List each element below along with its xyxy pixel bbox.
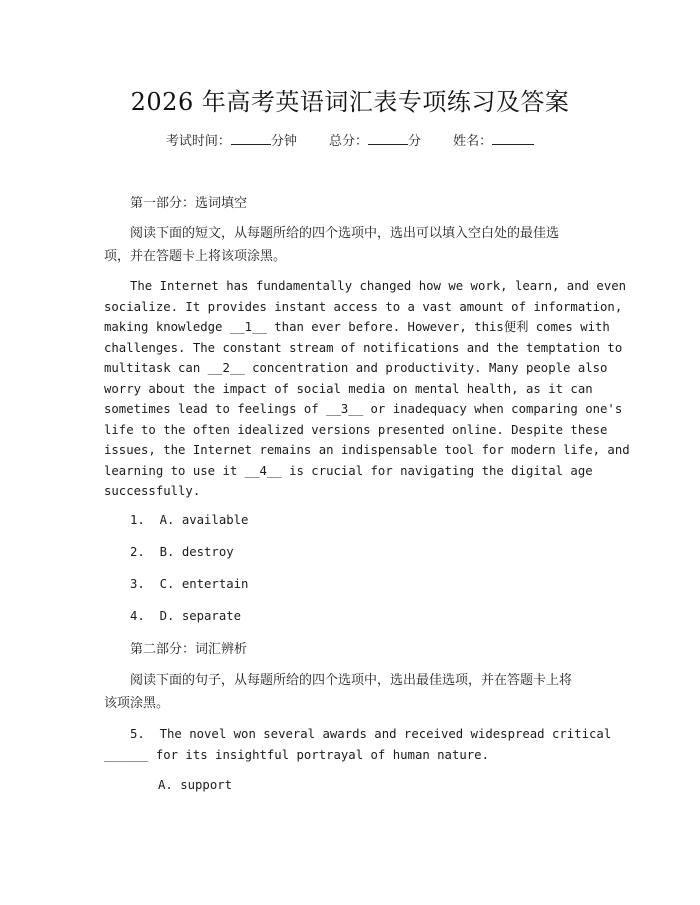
reading-passage — [104, 276, 630, 502]
exam-time-blank — [231, 132, 271, 145]
part1-instructions — [104, 222, 594, 268]
student-name — [453, 134, 534, 149]
option-item: 4. D. separate — [130, 609, 242, 623]
passage-line: life to the often idealized versions presented online. Despite these — [104, 422, 608, 437]
option-item: 2. B. destroy — [130, 545, 234, 559]
passage-line: multitask can __2__ concentration and productivity. Many people also — [104, 361, 608, 375]
part2-instructions-line2: 该项涂黑。 — [104, 696, 170, 711]
part2-heading: 第二部分：词汇辨析 — [130, 642, 248, 657]
passage-line: sometimes lead to feelings of __3__ or inadequacy when comparing one's — [104, 402, 623, 416]
question-5 — [104, 724, 612, 765]
passage-line: worry about the impact of social media on mental health, as it can — [104, 381, 593, 396]
student-name-blank — [492, 132, 534, 145]
exam-time-unit: 分钟 — [270, 134, 297, 149]
part2-instructions — [104, 669, 594, 715]
passage-line: The Internet has fundamentally changed how we work, learn, and even — [130, 279, 627, 293]
question-5-line1: 5. The novel won several awards and received widespread critical — [130, 727, 612, 741]
passage-line: successfully. — [104, 484, 201, 498]
passage-line: challenges. The constant stream of notifications and the temptation to — [104, 340, 623, 355]
option-item: 3. C. entertain — [130, 577, 249, 591]
exam-time — [166, 134, 301, 149]
part1-instructions-line1: 阅读下面的短文，从每题所给的四个选项中，选出可以填入空白处的最佳选 — [130, 226, 560, 241]
passage-line: issues, the Internet remains an indispensable tool for modern life, and — [104, 443, 630, 457]
question-5-line2: ______ for its insightful portrayal of human nature. — [104, 747, 489, 762]
passage-line: socialize. It provides instant access to a vast amount of information, — [104, 299, 623, 314]
exam-meta — [0, 130, 700, 149]
part2-instructions-line1: 阅读下面的句子，从每题所给的四个选项中，选出最佳选项，并在答题卡上将 — [130, 673, 573, 688]
passage-line: learning to use it __4__ is crucial for navigating the digital age — [104, 463, 593, 478]
total-score-unit: 分 — [408, 134, 422, 149]
total-score — [329, 134, 425, 149]
exam-time-label: 考试时间： — [165, 134, 231, 149]
student-name-label: 姓名： — [453, 134, 493, 149]
passage-line: making knowledge __1__ than ever before. However, this便利 comes with — [104, 320, 610, 334]
question-5-option-a: A. support — [158, 778, 233, 792]
document-title: 2026 年高考英语词汇表专项练习及答案 — [130, 88, 570, 116]
total-score-label: 总分： — [328, 134, 368, 149]
part1-heading: 第一部分：选词填空 — [130, 196, 248, 211]
part1-instructions-line2: 项，并在答题卡上将该项涂黑。 — [104, 249, 287, 264]
total-score-blank — [368, 132, 408, 145]
option-item: 1. A. available — [130, 513, 249, 527]
